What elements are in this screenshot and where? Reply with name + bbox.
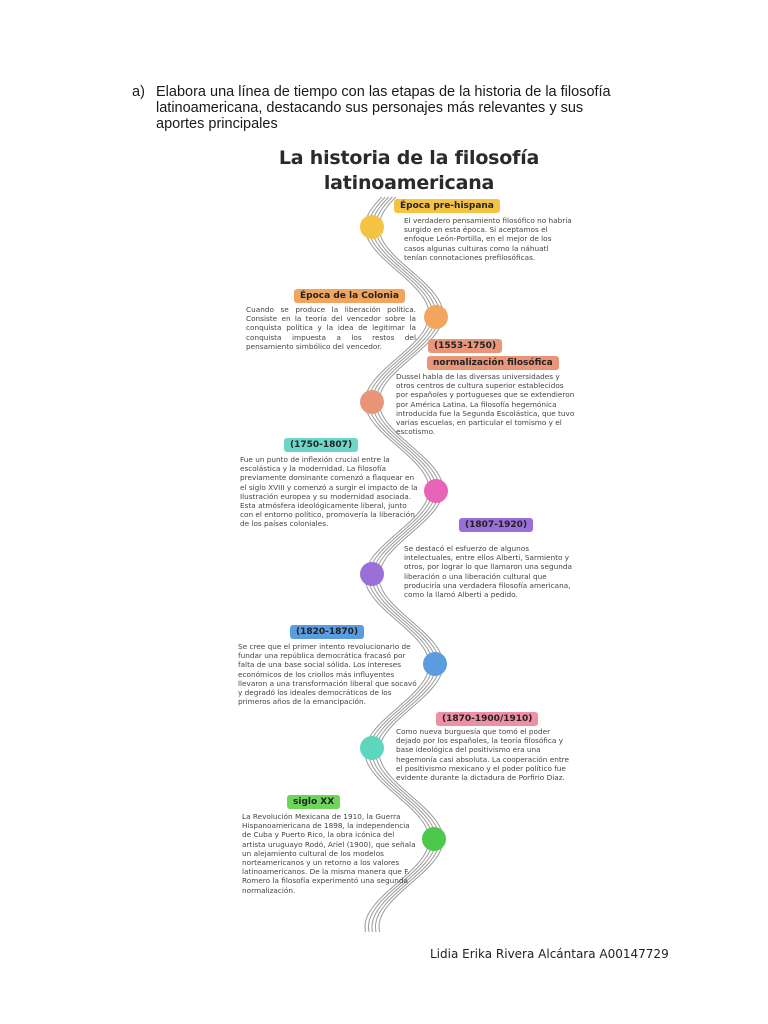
list-marker: a) (132, 84, 145, 100)
stage-text-3: Dussel habla de las diversas universidades y otros centros de cultura superior establecidos por españoles y portugueses que se extendieron por América Latina. La filosofía hegemónica introducida fue la Segunda Escolástica, que tuvo varias escuelas, en particular el tomismo y el escotismo. (396, 372, 575, 437)
stage-text-1: El verdadero pensamiento filosófico no habría surgido en esta época. Si aceptamos el enfoque León-Portilla, en el mejor de los casos algunas culturas como la náhuatl tenían connotaciones prefilosóficas. (404, 216, 572, 262)
stage-text-2: Cuando se produce la liberación política. Consiste en la teoría del vencedor sobre la conquista política y la idea de legitimar la conquista impuesta a los restos del pensamiento simbólico del vencedor. (246, 305, 416, 351)
infographic-title-line1: La historia de la filosofía (278, 147, 540, 169)
student-signature: Lidia Erika Rivera Alcántara A00147729 (430, 947, 669, 961)
timeline-dot-7 (360, 736, 384, 760)
instruction-text: Elabora una línea de tiempo con las etapas de la historia de la filosofía latinoamericana, destacando sus personajes más relevantes y sus aportes principales (156, 84, 611, 132)
stage-badge-6: (1820-1870) (290, 625, 364, 639)
stage-badge-7: (1870-1900/1910) (436, 712, 538, 726)
timeline-dot-8 (422, 827, 446, 851)
timeline-dot-1 (360, 215, 384, 239)
stage-text-7: Como nueva burguesía que tomó el poder dejado por los españoles, la teoría filosófica y base ideológica del positivismo era una hegemonía casi absoluta. La cooperación entre el positivismo mexicano y el poder político fue evidente durante la dictadura de Porfirio Díaz. (396, 727, 570, 783)
stage-badge-3a: (1553-1750) (428, 339, 502, 353)
stage-badge-8: siglo XX (287, 795, 340, 809)
timeline-dot-4 (424, 479, 448, 503)
stage-text-5: Se destacó el esfuerzo de algunos intelectuales, entre ellos Alberti, Sarmiento y otros, por lograr lo que llamaron una segunda liberación o una liberación cultural que produciría una verdadera filosofía americana, como la llamó Alberti a pedido. (404, 544, 572, 600)
timeline-dot-3 (360, 390, 384, 414)
stage-badge-1: Época pre-hispana (394, 199, 500, 213)
timeline-dot-6 (423, 652, 447, 676)
stage-badge-2: Época de la Colonia (294, 289, 405, 303)
stage-text-8: La Revolución Mexicana de 1910, la Guerra Hispanoamericana de 1898, la independencia de Cuba y Puerto Rico, la obra icónica del artista uruguayo Rodó, Ariel (1900), que señala un alejamiento cultural de los modelos norteamericanos y un retorno a los valores latinoamericanos. De la misma manera que F. Romero la filosofía experimentó una segunda normalización. (242, 812, 416, 895)
infographic-title-line2: latinoamericana (323, 172, 495, 194)
stage-text-4: Fue un punto de inflexión crucial entre la escolástica y la modernidad. La filosofía previamente dominante comenzó a flaquear en el siglo XVIII y comenzó a surgir el impacto de la Ilustración europea y su modernidad asociada. Esta atmósfera ideológicamente liberal, junto con el entorno político, promovería la liberación de los países coloniales. (240, 455, 418, 529)
stage-badge-4: (1750-1807) (284, 438, 358, 452)
timeline-infographic (224, 142, 600, 942)
stage-text-6: Se cree que el primer intento revolucionario de fundar una república democrática fracasó por falta de una base social sólida. Los intereses económicos de los criollos más influyentes llevaron a una transformación liberal que socavó y degradó los ideales democráticos de los primeros años de la emancipación. (238, 642, 417, 707)
timeline-dot-2 (424, 305, 448, 329)
stage-badge-5: (1807-1920) (459, 518, 533, 532)
timeline-dot-5 (360, 562, 384, 586)
stage-badge-3b: normalización filosófica (427, 356, 559, 370)
